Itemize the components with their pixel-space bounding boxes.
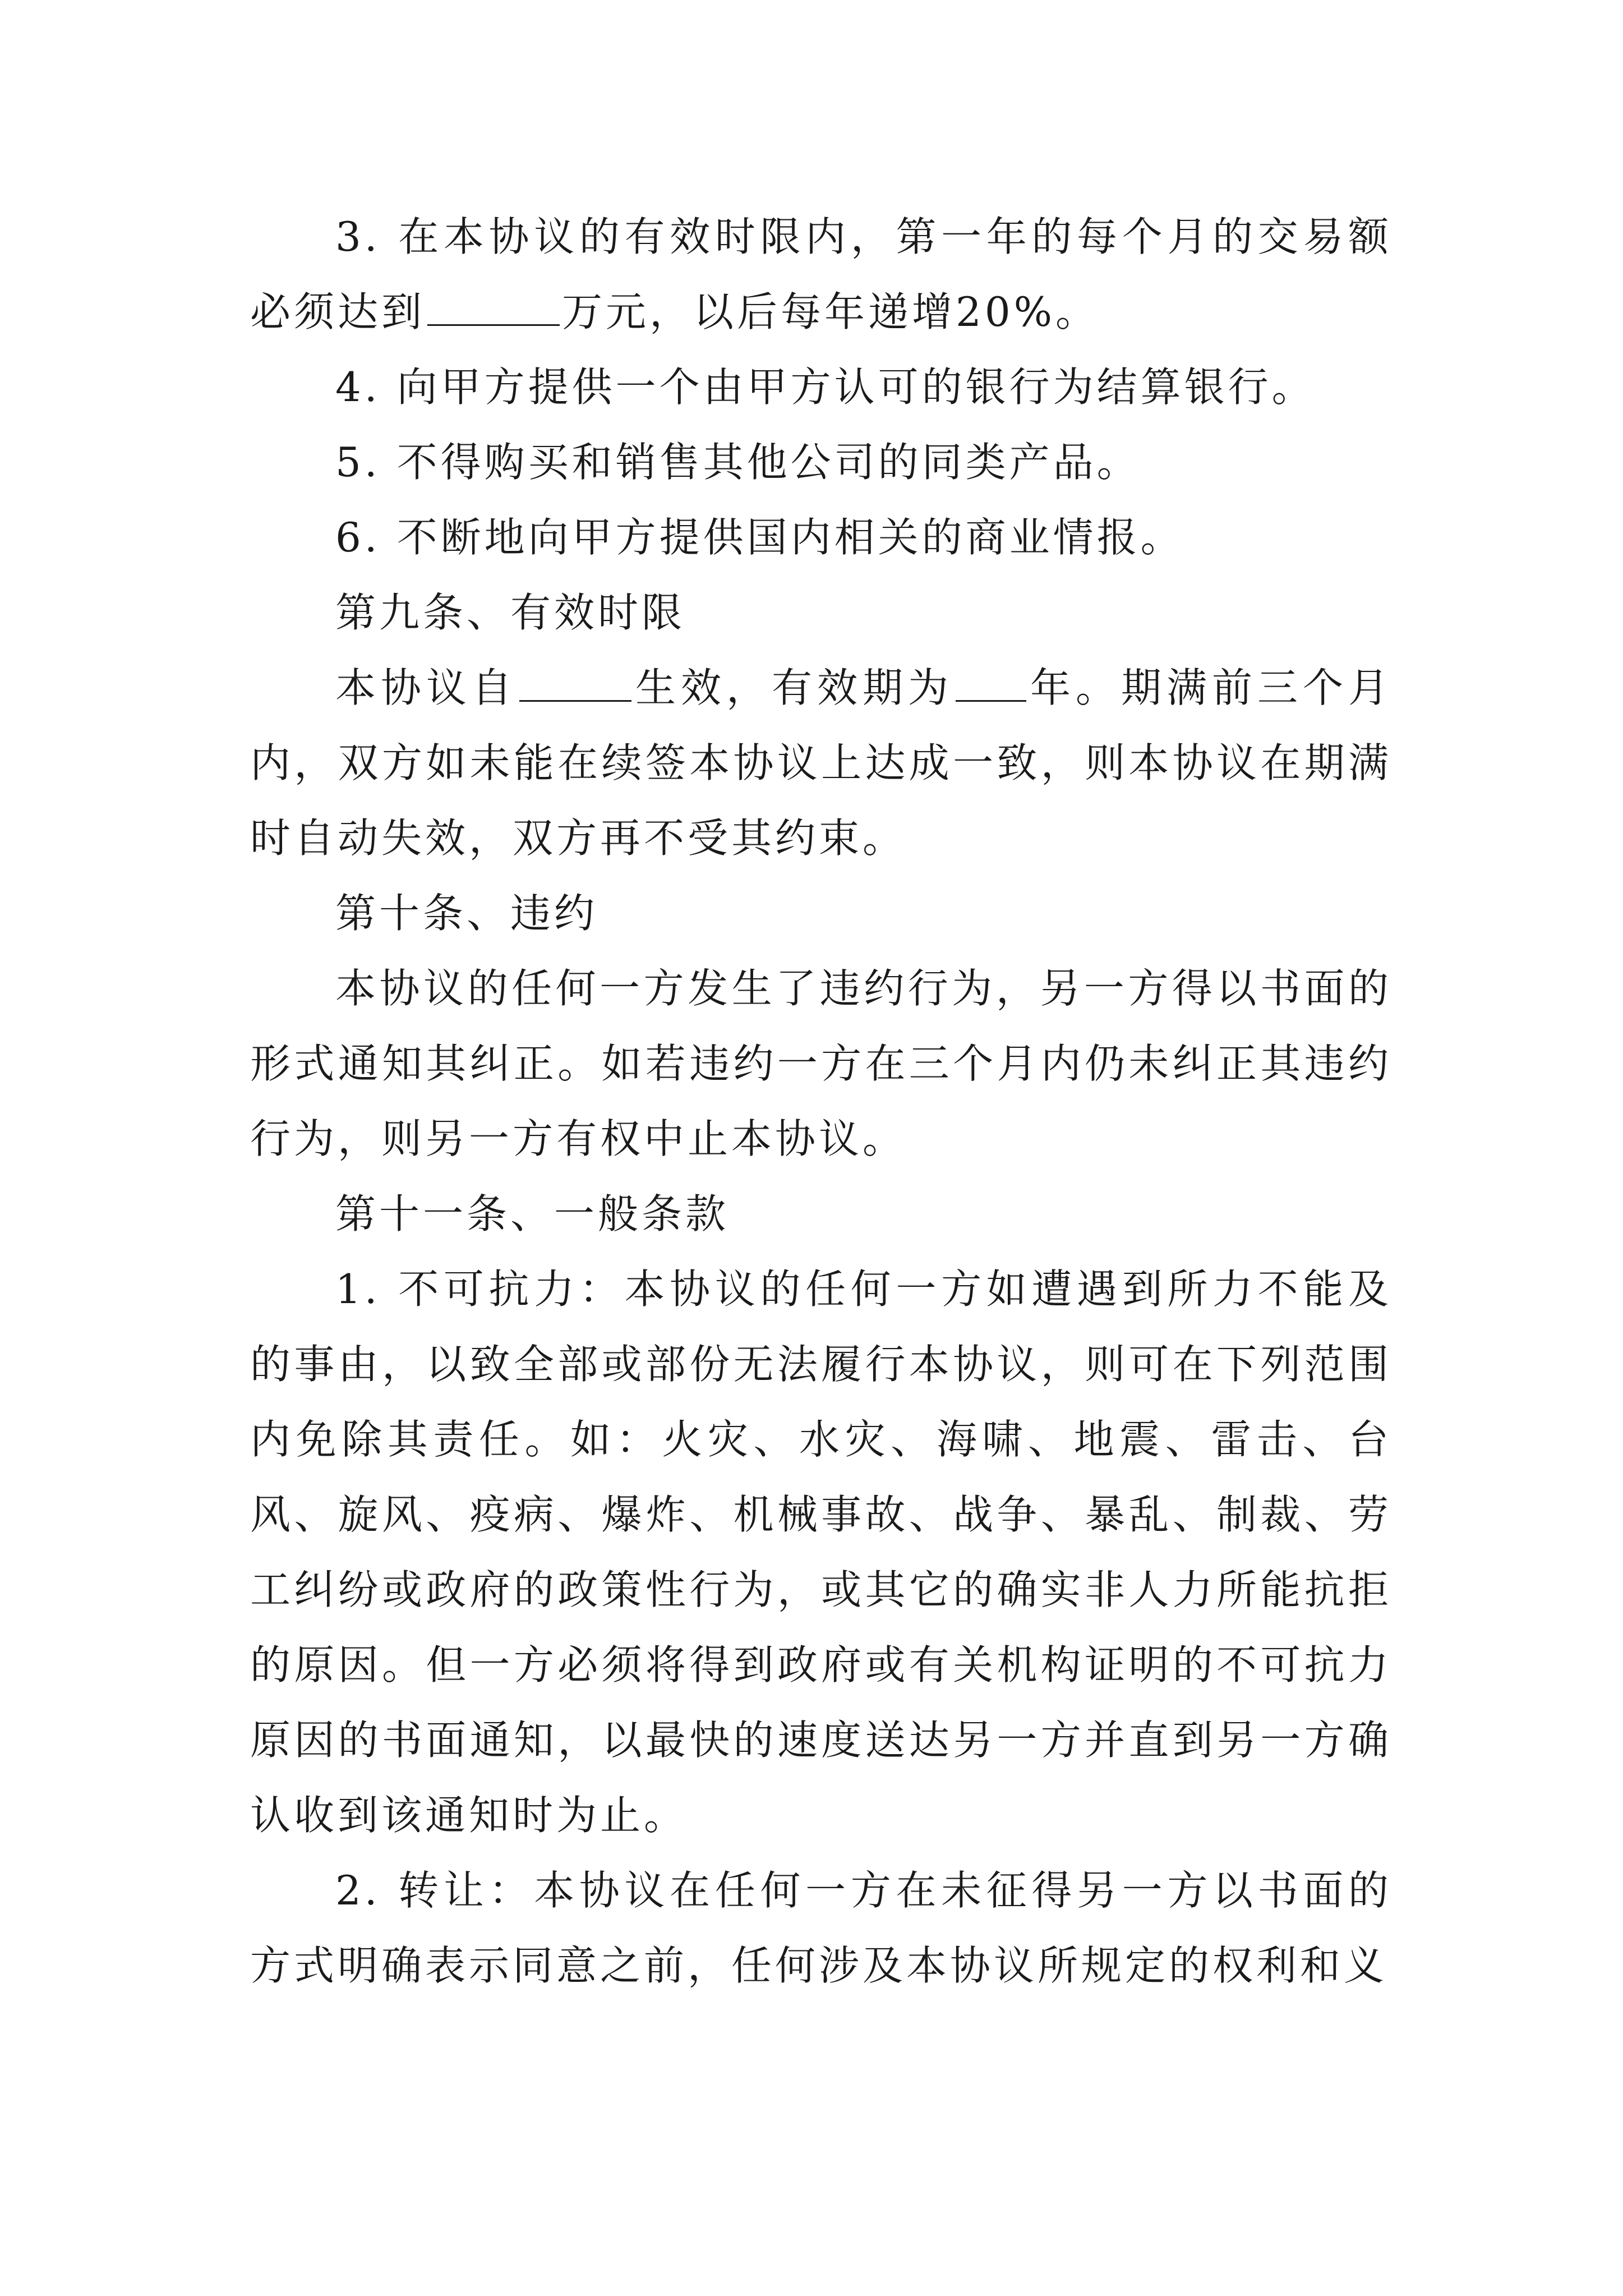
clause8-item-3	[250, 199, 1392, 349]
clause9-heading: 第九条、有效时限	[335, 589, 686, 636]
clause8-item-4	[250, 349, 1392, 425]
amount-blank	[427, 291, 560, 326]
clause11-item-1	[250, 1251, 1392, 1853]
clause10-heading: 第十条、违约	[335, 890, 598, 937]
clause9-text-part1: 本协议自	[335, 664, 517, 711]
item-number: 1.	[335, 1266, 381, 1313]
clause9-text	[250, 650, 1392, 876]
validity-years-blank	[956, 666, 1026, 702]
item-text: 不得购买和销售其他公司的同类产品。	[396, 439, 1141, 486]
item-number: 3.	[335, 213, 381, 260]
item-number: 2.	[335, 1867, 381, 1914]
clause8-item-6	[250, 500, 1392, 575]
item-number: 4.	[335, 364, 381, 411]
item-text-after: 万元，以后每年递增20%。	[562, 288, 1100, 335]
item-text-before: 在本协议的有效时限内，第一年的每个月的交易额必须达到	[250, 213, 1392, 335]
item-text: 不断地向甲方提供国内相关的商业情报。	[396, 514, 1184, 561]
clause9-text-part3: 年。期满前三个月内，双方如未能在续签本协议上达成一致，则本协议在期满时自动失效，双方再不受其约束。	[250, 664, 1392, 862]
clause8-item-5	[250, 425, 1392, 500]
item-text: 转让：本协议在任何一方在未征得另一方以书面的方式明确表示同意之前，任何涉及本协议所规定的权利和义	[250, 1867, 1392, 1989]
clause11-item-2	[250, 1853, 1392, 2003]
item-number: 5.	[335, 439, 381, 486]
item-number: 6.	[335, 514, 381, 561]
effective-date-blank	[519, 666, 631, 702]
item-text: 向甲方提供一个由甲方认可的银行为结算银行。	[396, 364, 1316, 411]
clause10-text: 本协议的任何一方发生了违约行为，另一方得以书面的形式通知其纠正。如若违约一方在三个月内仍未纠正其违约行为，则另一方有权中止本协议。	[250, 965, 1392, 1162]
item-text: 不可抗力：本协议的任何一方如遭遇到所力不能及的事由，以致全部或部份无法履行本协议，则可在下列范围内免除其责任。如：火灾、水灾、海啸、地震、雷击、台风、旋风、疫病、爆炸、机械事故、战争、暴乱、制裁、劳工纠纷或政府的政策性行为，或其它的确实非人力所能抗拒的原因。但一方必须将得到政府或有关机构证明的不可抗力原因的书面通知，以最快的速度送达另一方并直到另一方确认收到该通知时为止。	[250, 1266, 1392, 1839]
document-body	[250, 199, 1392, 2003]
clause9-text-part2: 生效，有效期为	[634, 664, 953, 711]
clause11-heading: 第十一条、一般条款	[335, 1190, 730, 1237]
